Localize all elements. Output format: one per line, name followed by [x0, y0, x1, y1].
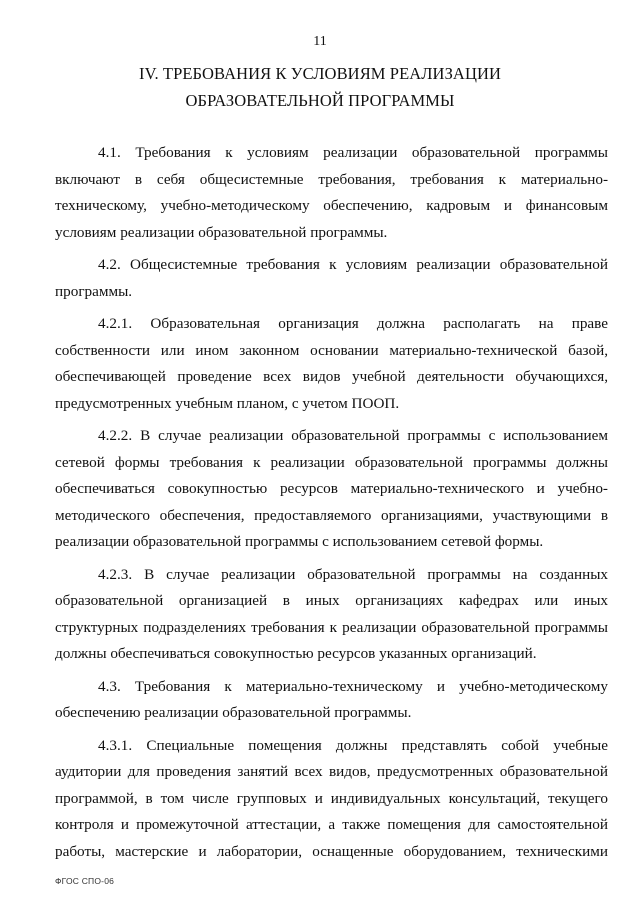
text-line: аудитории для проведения занятий всех видов, предусмотренных образовательной: [55, 763, 608, 780]
paragraph-4-1: [55, 140, 608, 246]
paragraph-4-2-2: [55, 423, 608, 556]
section-title-line: ОБРАЗОВАТЕЛЬНОЙ ПРОГРАММЫ: [185, 91, 455, 110]
text-line: 4.3. Требования к материально-техническому и учебно-методическому: [98, 677, 608, 695]
text-line: 4.2.2. В случае реализации образовательной программы с использованием: [98, 427, 608, 444]
text-line: образовательной организацией в иных организациях кафедрах или иных: [55, 592, 608, 609]
text-line: предусмотренных учебным планом, с учетом ПООП.: [55, 394, 400, 412]
text-line: программы.: [55, 282, 133, 300]
paragraph-4-3: [55, 674, 608, 727]
text-line: 4.2. Общесистемные требования к условиям реализации образовательной: [98, 256, 608, 273]
text-line: методического обеспечения, предоставляемого организациями, участвующими в: [55, 506, 608, 524]
paragraph-4-2-1: [55, 311, 608, 417]
paragraph-4-3-1: [55, 733, 608, 866]
text-line: обеспечиваться совокупностью ресурсов материально-технического и учебно-: [55, 480, 608, 497]
text-line: контроля и промежуточной аттестации, а также помещения для самостоятельной: [55, 816, 608, 833]
text-line: сетевой формы требования к реализации образовательной программы должны: [55, 453, 608, 471]
text-line: 4.1. Требования к условиям реализации образовательной программы: [98, 144, 608, 161]
text-line: 4.3.1. Специальные помещения должны представлять собой учебные: [98, 736, 608, 754]
paragraph-4-2-3: [55, 562, 608, 668]
text-line: обеспечению реализации образовательной программы.: [55, 704, 412, 721]
text-line: реализации образовательной программы с использованием сетевой формы.: [55, 533, 544, 550]
text-line: техническому, учебно-методическому обеспечению, кадровым и финансовым: [55, 197, 608, 214]
text-line: 4.2.1. Образовательная организация должна располагать на праве: [98, 315, 608, 332]
page-number: 11: [313, 34, 327, 49]
document-body: [55, 140, 608, 871]
text-line: обеспечивающей проведение всех видов учебной деятельности обучающихся,: [55, 368, 608, 385]
text-line: должны обеспечиваться совокупностью ресурсов указанных организаций.: [55, 645, 537, 662]
text-line: работы, мастерские и лаборатории, оснащенные оборудованием, техническими: [55, 842, 608, 860]
text-line: программой, в том числе групповых и индивидуальных консультаций, текущего: [55, 789, 608, 807]
footer-code: ФГОС СПО-06: [55, 876, 115, 886]
text-line: условиям реализации образовательной программы.: [55, 223, 388, 241]
text-line: структурных подразделениях требования к реализации образовательной программы: [55, 618, 608, 636]
section-title-line: IV. ТРЕБОВАНИЯ К УСЛОВИЯМ РЕАЛИЗАЦИИ: [138, 64, 502, 83]
text-line: собственности или ином законном основании материально-технической базой,: [55, 341, 608, 359]
text-line: включают в себя общесистемные требования, требования к материально-: [55, 170, 608, 188]
section-title: [60, 60, 580, 114]
paragraph-4-2: [55, 252, 608, 305]
text-line: 4.2.3. В случае реализации образовательной программы на созданных: [98, 565, 608, 583]
